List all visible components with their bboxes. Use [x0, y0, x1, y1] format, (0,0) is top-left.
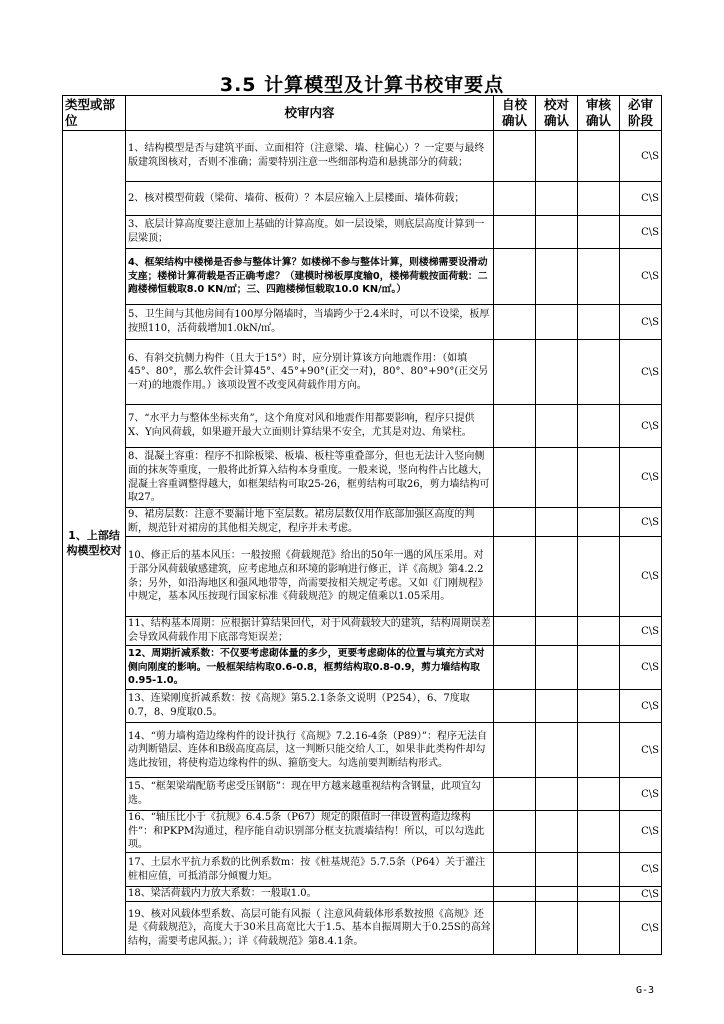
- proof-check-cell[interactable]: [536, 405, 578, 448]
- phase-cell: C\S: [620, 537, 662, 617]
- review-table-body: [63, 131, 662, 955]
- self-check-cell[interactable]: [494, 853, 536, 887]
- phase-cell: C\S: [620, 887, 662, 902]
- proof-check-cell[interactable]: [536, 216, 578, 249]
- review-item-text: 5、卫生间与其他房间有100厚分隔墙时，当墙跨少于2.4米时，可以不设梁，板厚按照110，活荷载增加1.0kN/㎡。: [126, 305, 494, 340]
- header-phase: 必审阶段: [620, 96, 662, 131]
- review-check-cell[interactable]: [578, 887, 620, 902]
- header-row: [63, 96, 662, 131]
- self-check-cell[interactable]: [494, 778, 536, 811]
- review-check-cell[interactable]: [578, 902, 620, 955]
- phase-cell: C\S: [620, 723, 662, 778]
- proof-check-cell[interactable]: [536, 723, 578, 778]
- phase-cell: C\S: [620, 249, 662, 305]
- table-row: [63, 853, 662, 887]
- review-check-cell[interactable]: [578, 537, 620, 617]
- review-check-cell[interactable]: [578, 811, 620, 853]
- table-row: [63, 811, 662, 853]
- review-item-text: 12、周期折减系数：不仅要考虑砌体量的多少，更要考虑砌体的位置与填充方式对侧向刚度的影响。一般框架结构取0.6-0.8，框剪结构取0.8-0.9，剪力墙结构取0.95-1.0。: [126, 646, 494, 690]
- phase-cell: C\S: [620, 690, 662, 723]
- category-cell: 1、上部结构模型校对: [63, 131, 126, 955]
- review-check-cell[interactable]: [578, 216, 620, 249]
- proof-check-cell[interactable]: [536, 811, 578, 853]
- proof-check-cell[interactable]: [536, 448, 578, 508]
- table-row: [63, 902, 662, 955]
- table-row: [63, 448, 662, 508]
- self-check-cell[interactable]: [494, 537, 536, 617]
- review-check-cell[interactable]: [578, 340, 620, 405]
- table-row: [63, 690, 662, 723]
- self-check-cell[interactable]: [494, 216, 536, 249]
- table-row: [63, 216, 662, 249]
- phase-cell: C\S: [620, 216, 662, 249]
- review-check-cell[interactable]: [578, 617, 620, 646]
- review-item-text: 2、核对模型荷载（梁荷、墙荷、板荷）？本层应输入上层楼面、墙体荷载；: [126, 182, 494, 216]
- phase-cell: C\S: [620, 340, 662, 405]
- header-self-check: 自校确认: [494, 96, 536, 131]
- phase-cell: C\S: [620, 131, 662, 182]
- table-row: [63, 887, 662, 902]
- self-check-cell[interactable]: [494, 723, 536, 778]
- phase-cell: C\S: [620, 405, 662, 448]
- table-row: [63, 305, 662, 340]
- table-row: [63, 182, 662, 216]
- review-check-cell[interactable]: [578, 182, 620, 216]
- table-row: [63, 340, 662, 405]
- proof-check-cell[interactable]: [536, 508, 578, 537]
- review-item-text: 9、裙房层数：注意不要漏计地下室层数。裙房层数仅用作底部加强区高度的判断，规范针对裙房的其他相关规定，程序并未考虑。: [126, 508, 494, 537]
- proof-check-cell[interactable]: [536, 887, 578, 902]
- proof-check-cell[interactable]: [536, 646, 578, 690]
- review-check-cell[interactable]: [578, 778, 620, 811]
- phase-cell: C\S: [620, 811, 662, 853]
- header-review-check: 审核确认: [578, 96, 620, 131]
- header-proof-check: 校对确认: [536, 96, 578, 131]
- proof-check-cell[interactable]: [536, 853, 578, 887]
- review-table: [62, 95, 662, 955]
- self-check-cell[interactable]: [494, 690, 536, 723]
- self-check-cell[interactable]: [494, 902, 536, 955]
- self-check-cell[interactable]: [494, 249, 536, 305]
- table-row: [63, 617, 662, 646]
- table-row: [63, 723, 662, 778]
- self-check-cell[interactable]: [494, 405, 536, 448]
- review-item-text: 19、核对风载体型系数、高层可能有风振（ 注意风荷载体形系数按照《高规》还是《荷载规范》，高度大于30米且高宽比大于1.5、基本自振周期大于0.25S的高耸结构，需要考虑风振。）；详《荷载规范》第8.4.1条。: [126, 902, 494, 955]
- review-check-cell[interactable]: [578, 131, 620, 182]
- self-check-cell[interactable]: [494, 646, 536, 690]
- self-check-cell[interactable]: [494, 340, 536, 405]
- phase-cell: C\S: [620, 902, 662, 955]
- review-item-text: 14、“剪力墙构造边缘构件的设计执行《高规》7.2.16-4条（P89）”：程序无法自动判断错层、连体和B级高度高层，这一判断只能交给人工，如果非此类构件却勾选此按钮，将使构造边缘构件的纵、箍筋变大。勾选前要判断结构形式。: [126, 723, 494, 778]
- self-check-cell[interactable]: [494, 617, 536, 646]
- proof-check-cell[interactable]: [536, 617, 578, 646]
- review-check-cell[interactable]: [578, 305, 620, 340]
- review-item-text: 3、底层计算高度要注意加上基础的计算高度。如一层设梁，则底层高度计算到一层梁顶；: [126, 216, 494, 249]
- phase-cell: C\S: [620, 305, 662, 340]
- table-row: [63, 778, 662, 811]
- review-item-text: 8、混凝土容重：程序不扣除板梁、板墙、板柱等重叠部分，但也无法计入竖向侧面的抹灰等重度，一般将此折算入结构本身重度。一般来说，竖向构件占比越大，混凝土容重调整得越大，如框架结构可取25-26，框剪结构可取26，剪力墙结构可取27。: [126, 448, 494, 508]
- review-item-text: 10、修正后的基本风压：一般按照《荷载规范》给出的50年一遇的风压采用。对于部分风荷载敏感建筑，应考虑地点和环境的影响进行修正，详《高规》第4.2.2条；另外，如沿海地区和强风地带等，尚需要按相关规定考虑。又如《门刚规程》中规定，基本风压按现行国家标准《荷载规范》的规定值乘以1.05采用。: [126, 537, 494, 617]
- self-check-cell[interactable]: [494, 887, 536, 902]
- review-item-text: 15、“框架梁端配筋考虑受压钢筋”：现在甲方越来越重视结构含钢量，此项宜勾选。: [126, 778, 494, 811]
- review-check-cell[interactable]: [578, 448, 620, 508]
- phase-cell: C\S: [620, 448, 662, 508]
- proof-check-cell[interactable]: [536, 340, 578, 405]
- phase-cell: C\S: [620, 778, 662, 811]
- header-type: 类型或部位: [63, 96, 126, 131]
- review-check-cell[interactable]: [578, 723, 620, 778]
- table-row: [63, 537, 662, 617]
- phase-cell: C\S: [620, 182, 662, 216]
- self-check-cell[interactable]: [494, 305, 536, 340]
- review-check-cell[interactable]: [578, 690, 620, 723]
- review-item-text: 4、框架结构中楼梯是否参与整体计算？如楼梯不参与整体计算，则楼梯需要设滑动支座；楼梯计算荷载是否正确考虑？（建模时梯板厚度输0，楼梯荷载按面荷载：二跑楼梯恒载取8.0 KN/㎡；三、四跑楼梯恒载取10.0 KN/㎡。）: [126, 249, 494, 305]
- self-check-cell[interactable]: [494, 508, 536, 537]
- phase-cell: C\S: [620, 508, 662, 537]
- review-check-cell[interactable]: [578, 405, 620, 448]
- page-number: G-3: [635, 985, 654, 996]
- review-check-cell[interactable]: [578, 249, 620, 305]
- review-item-text: 1、结构模型是否与建筑平面、立面相符（注意梁、墙、柱偏心）？一定要与最终版建筑图核对，否则不准确；需要特别注意一些细部构造和悬挑部分的荷载；: [126, 131, 494, 182]
- review-item-text: 7、“水平力与整体坐标夹角”，这个角度对风和地震作用都要影响，程序只提供X、Y向风荷载，如果避开最大立面则计算结果不安全，尤其是对边、角梁柱。: [126, 405, 494, 448]
- review-item-text: 6、有斜交抗侧力构件（且大于15°）时，应分别计算该方向地震作用：（如填45°、80°，那么软件会计算45°、45°+90°(正交一对)，80°、80°+90°(正交另一对)的地震作用。）该项设置不改变风荷载作用方向。: [126, 340, 494, 405]
- review-item-text: 13、连梁刚度折减系数：按《高规》第5.2.1条条文说明（P254），6、7度取0.7，8、9度取0.5。: [126, 690, 494, 723]
- review-check-cell[interactable]: [578, 508, 620, 537]
- review-item-text: 11、结构基本周期：应根据计算结果回代，对于风荷载较大的建筑，结构周期误差会导致风荷载作用下底部弯矩误差；: [126, 617, 494, 646]
- proof-check-cell[interactable]: [536, 249, 578, 305]
- review-check-cell[interactable]: [578, 853, 620, 887]
- proof-check-cell[interactable]: [536, 305, 578, 340]
- proof-check-cell[interactable]: [536, 690, 578, 723]
- phase-cell: C\S: [620, 853, 662, 887]
- header-content: 校审内容: [126, 96, 494, 131]
- review-item-text: 17、土层水平抗力系数的比例系数m：按《桩基规范》5.7.5条（P64）关于灌注桩相应值，可抵消部分倾覆力矩。: [126, 853, 494, 887]
- proof-check-cell[interactable]: [536, 778, 578, 811]
- page-title: 3.5 计算模型及计算书校审要点: [219, 74, 505, 96]
- table-row: [63, 646, 662, 690]
- proof-check-cell[interactable]: [536, 182, 578, 216]
- review-item-text: 18、梁活荷载内力放大系数：一般取1.0。: [126, 887, 494, 902]
- table-row: [63, 508, 662, 537]
- table-row: [63, 249, 662, 305]
- self-check-cell[interactable]: [494, 448, 536, 508]
- phase-cell: C\S: [620, 646, 662, 690]
- proof-check-cell[interactable]: [536, 902, 578, 955]
- phase-cell: C\S: [620, 617, 662, 646]
- self-check-cell[interactable]: [494, 182, 536, 216]
- review-check-cell[interactable]: [578, 646, 620, 690]
- self-check-cell[interactable]: [494, 131, 536, 182]
- proof-check-cell[interactable]: [536, 537, 578, 617]
- self-check-cell[interactable]: [494, 811, 536, 853]
- table-row: [63, 405, 662, 448]
- proof-check-cell[interactable]: [536, 131, 578, 182]
- table-row: [63, 131, 662, 182]
- review-item-text: 16、“轴压比小于《抗规》6.4.5条（P67）规定的限值时一律设置构造边缘构件”：和PKPM沟通过，程序能自动识别部分框支抗震墙结构！所以，可以勾选此项。: [126, 811, 494, 853]
